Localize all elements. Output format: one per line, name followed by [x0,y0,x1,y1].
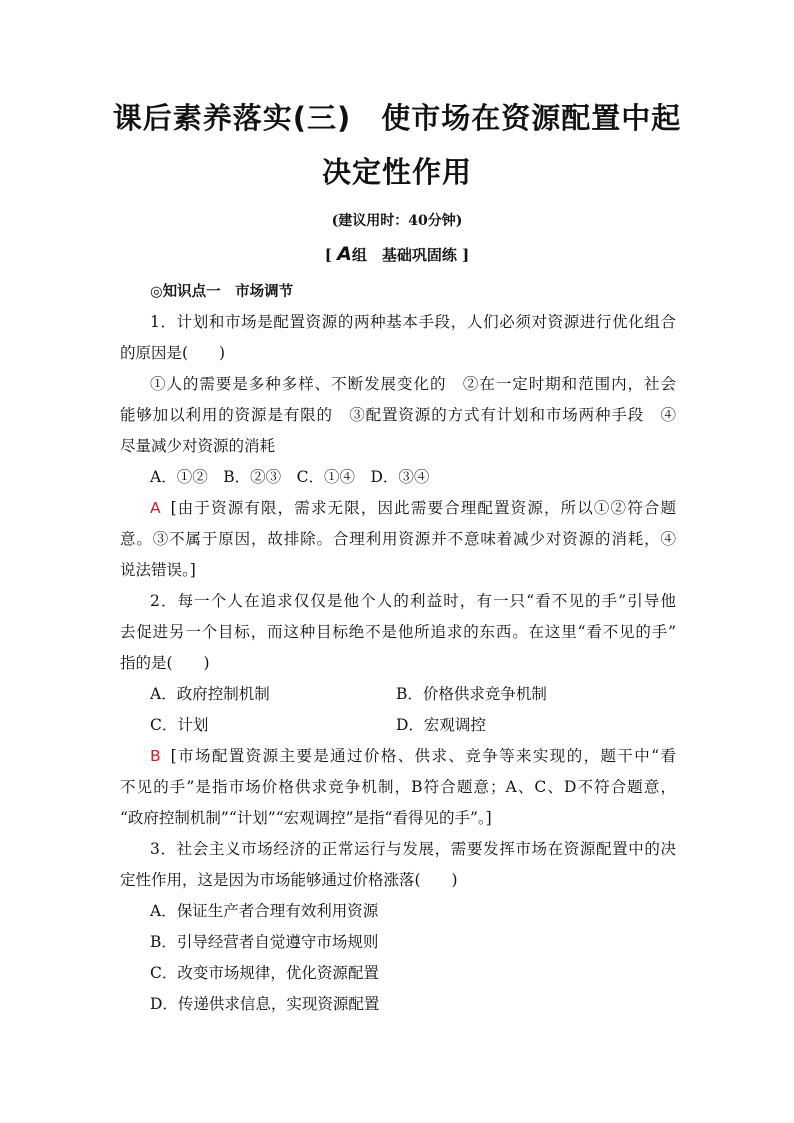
suggested-time: (建议用时：40分钟) [331,213,463,229]
q1-answer: A [150,499,161,517]
q3-stem-line-2: 定性作用，这是因为市场能够通过价格涨落( ) [120,871,458,889]
q2-answer: B [150,747,161,765]
q1-stem-line-1: 1．计划和市场是配置资源的两种基本手段，人们必须对资源进行优化组合 [150,313,676,331]
q3-option-c: C．改变市场规律，优化资源配置 [150,964,379,982]
q1-choices: A．①② B．②③ C．①④ D．③④ [150,468,430,486]
q2-explanation-line-3: “政府控制机制”“计划”“宏观调控”是指“看得见的手”。] [120,809,492,827]
q3-stem-line-1: 3．社会主义市场经济的正常运行与发展，需要发挥市场在资源配置中的决 [150,840,676,858]
q1-explanation-line-2: 意。③不属于原因，故排除。合理利用资源并不意味着减少对资源的消耗，④ [120,530,676,548]
q1-stem-line-2: 的原因是( ) [120,344,226,362]
q2-option-a: A．政府控制机制 [150,685,270,703]
q3-option-a: A．保证生产者合理有效利用资源 [150,902,379,920]
group-label: 组 基础巩固练 [351,246,457,264]
q2-explanation-line-2: 不见的手”是指市场价格供求竞争机制，B符合题意；A、C、D不符合题意， [120,778,676,796]
group-heading [0,243,794,265]
section-heading: ◎知识点一 市场调节 [150,283,294,300]
q2-option-b: B．价格供求竞争机制 [396,685,547,703]
title-line-1: 课后素养落实(三) 使市场在资源配置中起 [112,101,682,135]
q2-stem-line-2: 去促进另一个目标，而这种目标绝不是他所追求的东西。在这里“看不见的手” [120,623,676,641]
title-line-2: 决定性作用 [321,155,472,189]
q2-explanation-text: [市场配置资源主要是通过价格、供求、竞争等来实现的，题干中“看 [170,747,676,765]
group-letter: A [337,243,352,265]
group-bracket-open: [ [324,246,332,264]
q1-option-line-3: 尽量减少对资源的消耗 [120,437,276,455]
q2-option-c: C．计划 [150,716,209,734]
q1-option-line-2: 能够加以利用的资源是有限的 ③配置资源的方式有计划和市场两种手段 ④ [120,406,676,424]
q2-option-d: D．宏观调控 [396,716,486,734]
q3-option-d: D．传递供求信息，实现资源配置 [150,995,380,1013]
q2-explanation-line-1 [150,746,676,766]
q3-option-b: B．引导经营者自觉遵守市场规则 [150,933,379,951]
q2-stem-line-1: 2．每一个人在追求仅仅是他个人的利益时，有一只“看不见的手”引导他 [150,592,676,610]
q1-explanation-line-3: 说法错误。] [120,561,196,579]
q1-explanation-line-1 [150,498,676,518]
q1-explanation-text: [由于资源有限，需求无限，因此需要合理配置资源，所以①②符合题 [170,499,676,517]
q1-option-line-1: ①人的需要是多种多样、不断发展变化的 ②在一定时期和范围内，社会 [150,375,676,393]
group-bracket-close: ] [462,246,470,264]
q2-stem-line-3: 指的是( ) [120,654,210,672]
